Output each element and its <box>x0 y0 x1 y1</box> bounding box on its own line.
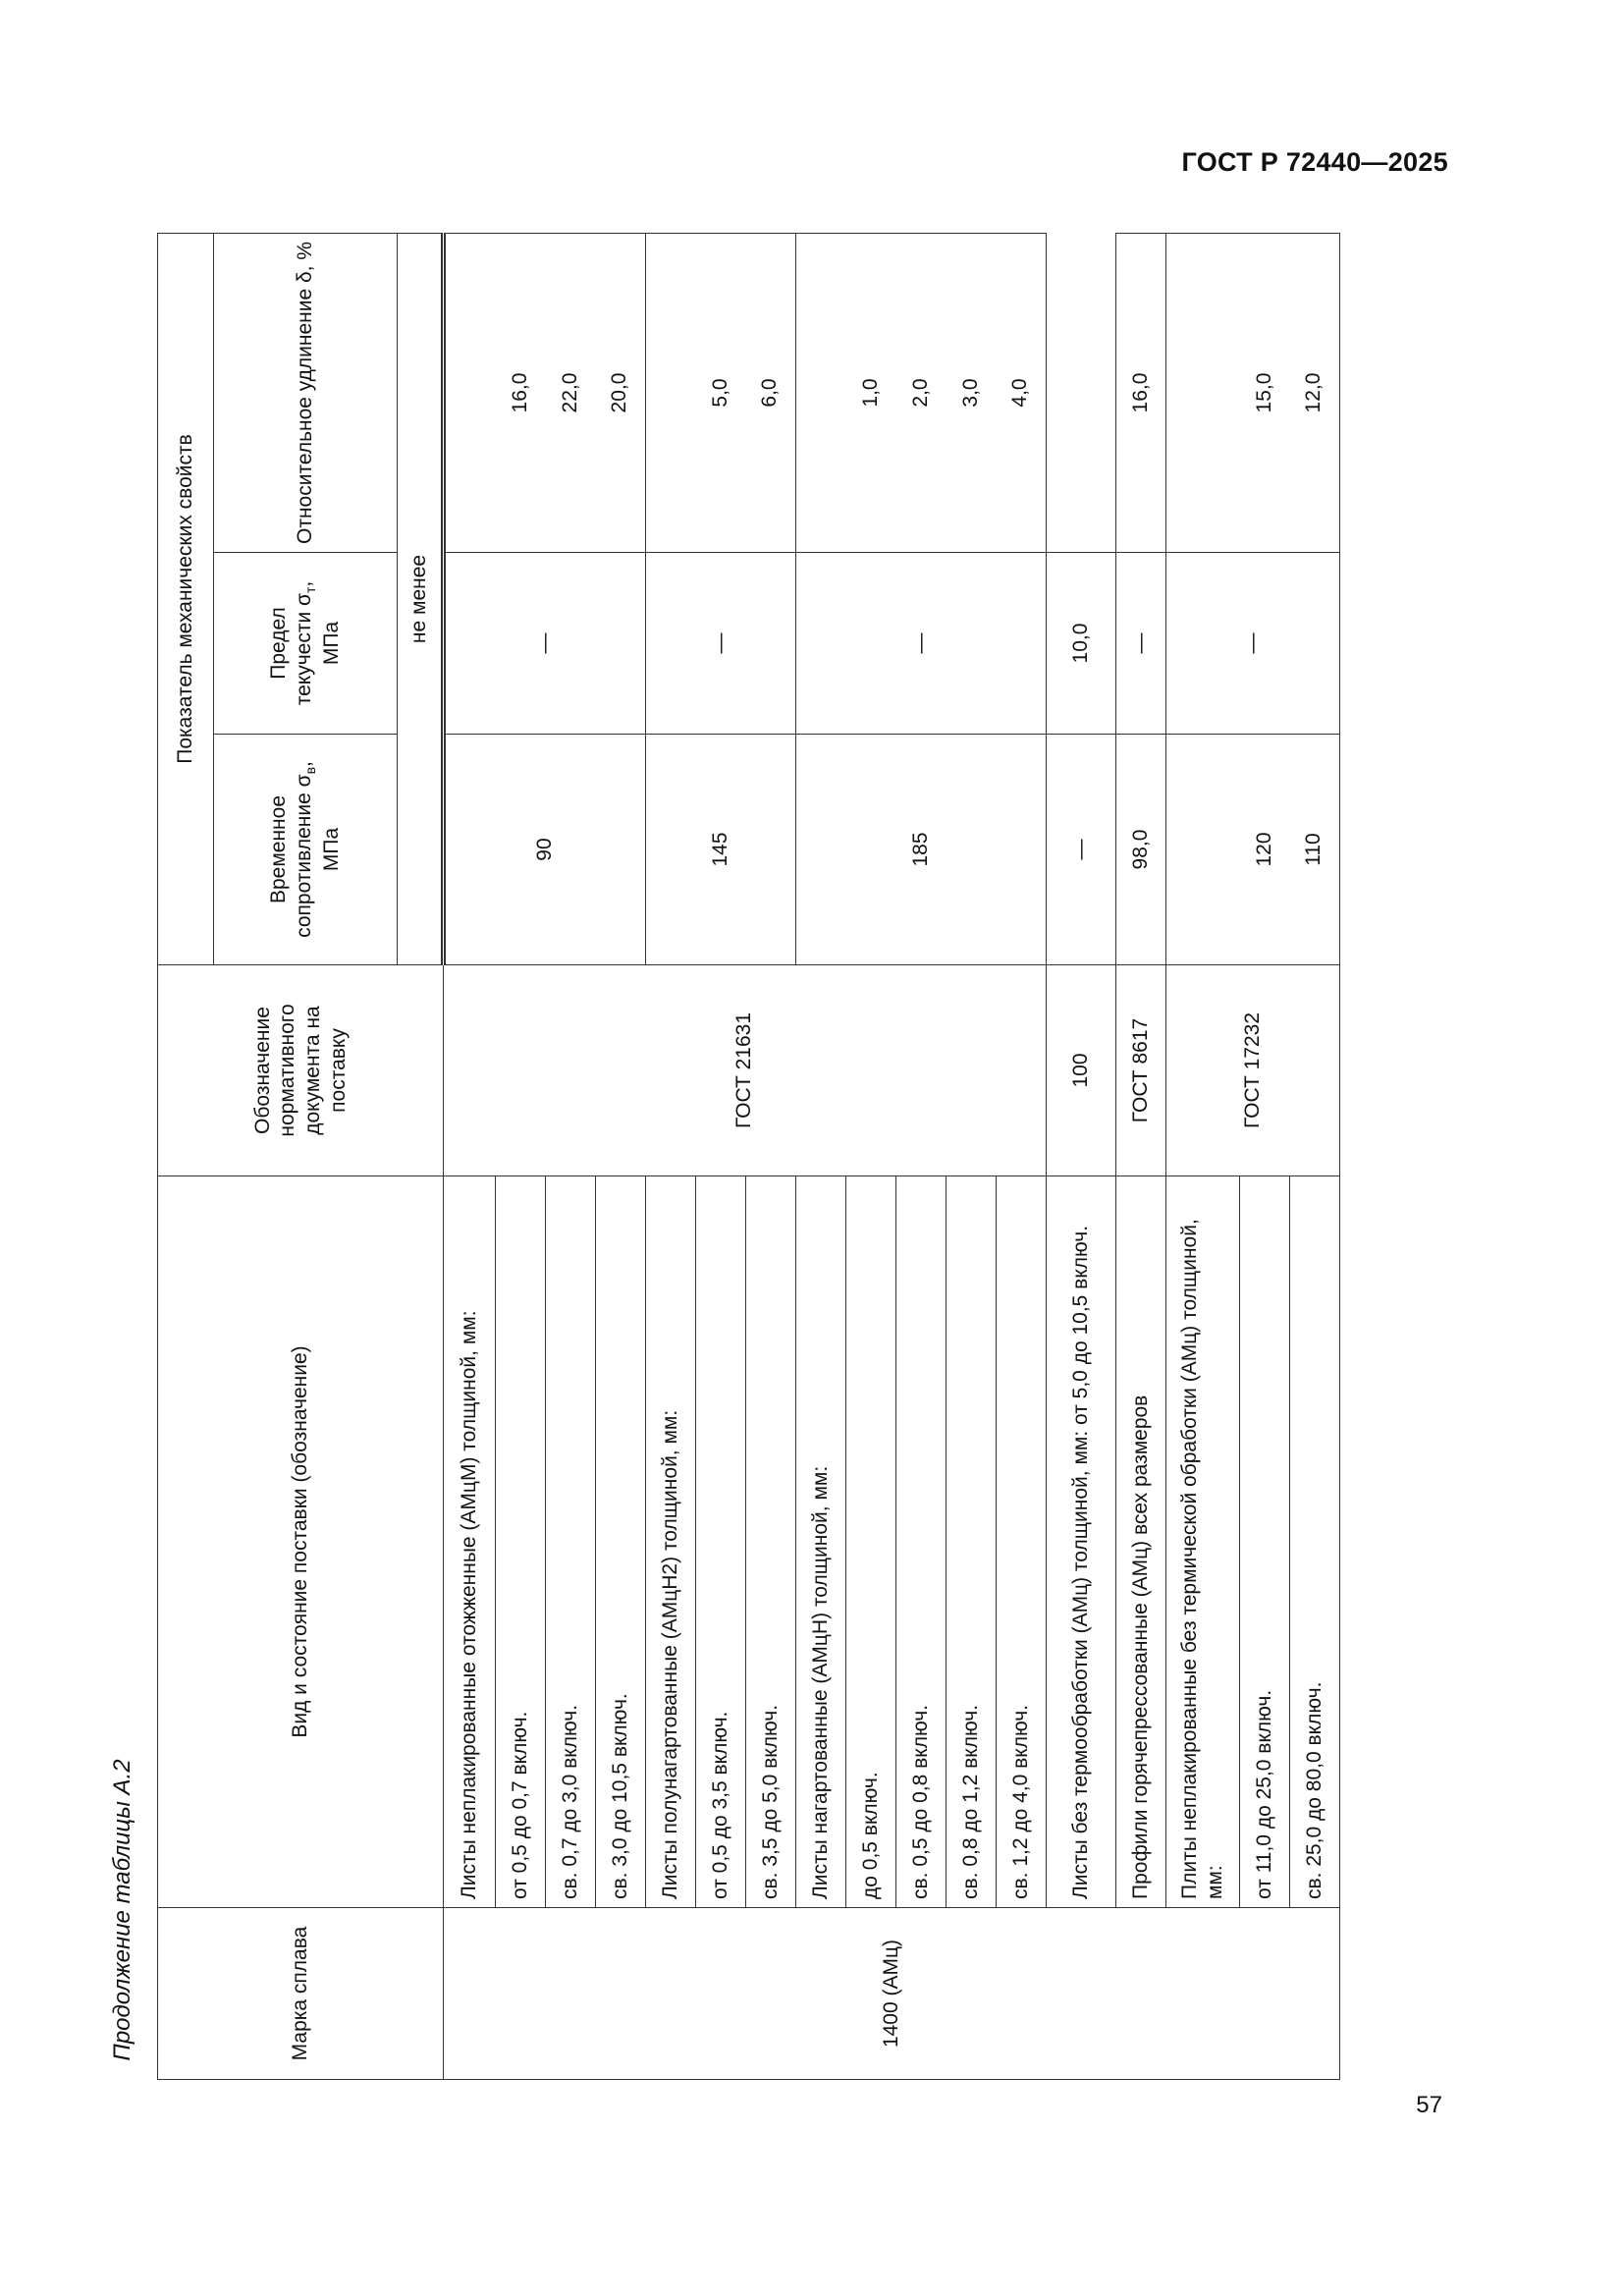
elongation-value: 5,0 <box>695 233 745 552</box>
row-kind: от 11,0 до 25,0 включ. <box>1239 1176 1289 1908</box>
standard-17232: ГОСТ 17232 <box>1165 965 1339 1176</box>
yield-dash: — <box>1115 553 1165 735</box>
row-kind: до 0,5 включ. <box>845 1176 895 1908</box>
elongation-value <box>1165 233 1239 552</box>
standard-21631: ГОСТ 21631 <box>444 965 1047 1176</box>
table-frame <box>157 234 1325 2080</box>
tensile-value: 110 <box>1289 735 1339 965</box>
elongation-value <box>795 233 845 552</box>
yield-dash: — <box>1165 553 1339 735</box>
header-elongation: Относительное удлинение δ, % <box>214 233 398 552</box>
header-mechanical-group: Показатель механических свойств <box>158 233 214 964</box>
elongation-value: 22,0 <box>545 233 595 552</box>
row-kind: от 0,5 до 3,5 включ. <box>695 1176 745 1908</box>
header-tensile: Временное сопротивление $\sigma_в$, МПа <box>214 735 398 965</box>
yield-dash: — <box>645 553 795 735</box>
row-kind: Профили горячепрессованные (АМц) всех размеров <box>1115 1176 1165 1908</box>
row-kind: Листы полунагартованные (АМцН2) толщиной, мм: <box>645 1176 695 1908</box>
row-kind: св. 3,5 до 5,0 включ. <box>745 1176 795 1908</box>
row-kind: св. 0,8 до 1,2 включ. <box>946 1176 996 1908</box>
caption-container <box>103 1748 142 2072</box>
tensile-value: 90 <box>444 735 646 965</box>
page-number: 57 <box>1416 2092 1442 2118</box>
tensile-value: 145 <box>645 735 795 965</box>
row-kind: св. 0,7 до 3,0 включ. <box>545 1176 595 1908</box>
header-not-less: не менее <box>398 233 444 964</box>
header-standard: Обозначение нормативного документа на поставку <box>158 965 444 1176</box>
header-kind: Вид и состояние поставки (обозначение) <box>158 1176 444 1908</box>
tensile-value: 98,0 <box>1115 735 1165 965</box>
elongation-value: 4,0 <box>996 233 1046 552</box>
elongation-value: 20,0 <box>595 233 645 552</box>
elongation-value: 2,0 <box>895 233 946 552</box>
rotated-table-container <box>157 234 1325 2080</box>
row-kind: от 0,5 до 0,7 включ. <box>495 1176 545 1908</box>
row-kind: Листы без термообработки (АМц) толщиной, мм: от 5,0 до 10,5 включ. <box>1046 1176 1115 1908</box>
elongation-value <box>444 233 496 552</box>
tensile-value: 185 <box>795 735 1046 965</box>
tensile-value <box>1165 735 1239 965</box>
table-row <box>1046 233 1115 2079</box>
header-yield: Предел текучести $\sigma_т$, МПа <box>214 553 398 735</box>
properties-table <box>157 233 1340 2080</box>
elongation-value: 12,0 <box>1289 233 1339 552</box>
row-kind: Плиты неплакированные без термической обработки (АМц) толщиной, мм: <box>1165 1176 1239 1908</box>
row-kind: Листы нагартованные (АМцН) толщиной, мм: <box>795 1176 845 1908</box>
elongation-value: 6,0 <box>745 233 795 552</box>
header-mark: Марка сплава <box>158 1908 444 2080</box>
elongation-value: 1,0 <box>845 233 895 552</box>
row-kind: св. 1,2 до 4,0 включ. <box>996 1176 1046 1908</box>
document-code: ГОСТ Р 72440—2025 <box>1181 147 1448 177</box>
table-row <box>1165 233 1239 2079</box>
row-kind: св. 25,0 до 80,0 включ. <box>1289 1176 1339 1908</box>
yield-dash: — <box>444 553 646 735</box>
table-caption: Продолжение таблицы А.2 <box>109 1759 135 2061</box>
row-kind: Листы неплакированные отожженные (АМцМ) толщиной, мм: <box>444 1176 496 1908</box>
elongation-value: 16,0 <box>1115 233 1165 552</box>
alloy-mark: 1400 (АМц) <box>444 1908 1340 2080</box>
table-row <box>444 233 496 2079</box>
elongation-value: 16,0 <box>495 233 545 552</box>
standard-8617: ГОСТ 8617 <box>1115 965 1165 1176</box>
elongation-value: 3,0 <box>946 233 996 552</box>
elongation-value: 15,0 <box>1239 233 1289 552</box>
yield-dash: — <box>795 553 1046 735</box>
row-kind: св. 3,0 до 10,5 включ. <box>595 1176 645 1908</box>
row-kind: св. 0,5 до 0,8 включ. <box>895 1176 946 1908</box>
tensile-value: 100 <box>1046 965 1115 1176</box>
tensile-value: 120 <box>1239 735 1289 965</box>
yield-dash: — <box>1046 735 1115 965</box>
table-row <box>1115 233 1165 2079</box>
elongation-value <box>645 233 695 552</box>
elongation-value: 10,0 <box>1046 553 1115 735</box>
